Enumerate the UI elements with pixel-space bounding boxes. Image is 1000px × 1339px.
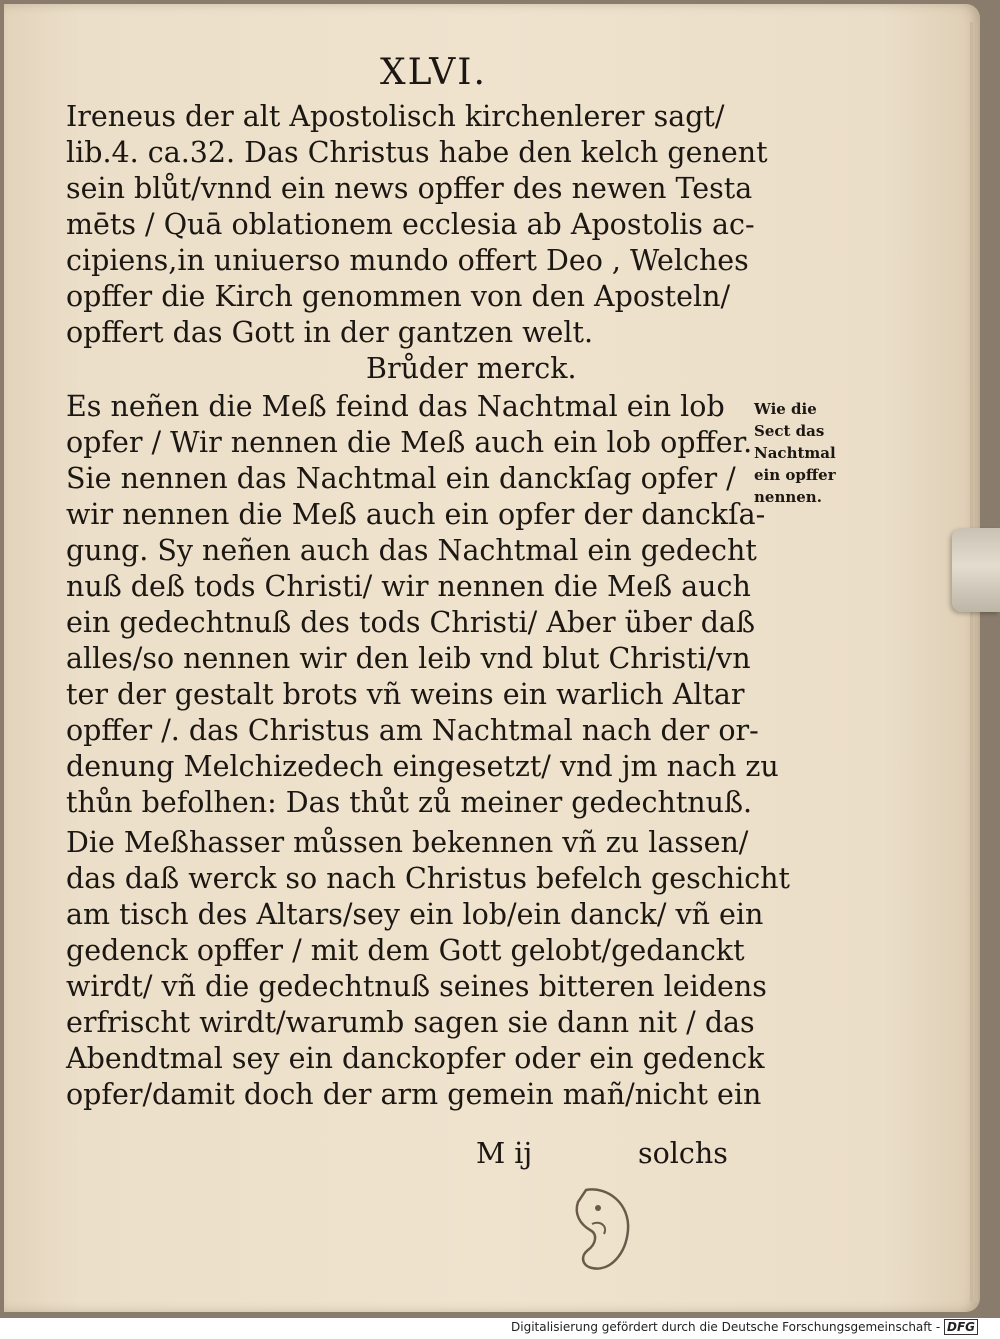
text-line: opffer /. das Christus am Nachtmal nach der or- <box>66 714 759 747</box>
page-clip <box>952 528 1000 612</box>
marginal-note-line: Sect das <box>754 422 825 440</box>
text-line: lib.4. ca.32. Das Christus habe den kelch genent <box>66 136 768 169</box>
signature-mark: M ij <box>476 1137 533 1170</box>
text-line: Sie nennen das Nachtmal ein danckſag opfer / <box>66 462 736 495</box>
footer-credit <box>511 1320 978 1334</box>
text-line: nuß deß tods Christi/ wir nennen die Meß auch <box>66 570 751 603</box>
text-line: das daß werck so nach Christus befelch geschicht <box>66 862 790 895</box>
marginal-note-line: ein opffer <box>754 466 836 484</box>
text-line: sein blůt/vnnd ein news opffer des newen Testa <box>66 172 753 205</box>
footer-credit-text: Digitalisierung gefördert durch die Deutsche Forschungsgemeinschaft - <box>511 1320 941 1334</box>
text-line: Die Meßhasser můssen bekennen vñ zu lassen/ <box>66 826 749 859</box>
text-line: cipiens,in uniuerso mundo offert Deo , Welches <box>66 244 749 277</box>
text-line: ein gedechtnuß des tods Christi/ Aber über daß <box>66 606 756 639</box>
text-line: opffer die Kirch genommen von den Aposteln/ <box>66 280 731 313</box>
marginal-note-line: Wie die <box>754 400 817 418</box>
text-line: opffert das Gott in der gantzen welt. <box>66 316 594 349</box>
text-line: opfer / Wir nennen die Meß auch ein lob opffer. <box>66 426 753 459</box>
marginal-note-line: Nachtmal <box>754 444 836 462</box>
text-line: opfer/damit doch der arm gemein mañ/nicht ein <box>66 1078 762 1111</box>
text-line: gung. Sy neñen auch das Nachtmal ein gedecht <box>66 534 757 567</box>
text-line: gedenck opffer / mit dem Gott gelobt/gedanckt <box>66 934 745 967</box>
text-line: wir nennen die Meß auch ein opfer der danckſa- <box>66 498 766 531</box>
text-line: thůn befolhen: Das thůt zů meiner gedechtnuß. <box>66 786 753 819</box>
text-line: Abendtmal sey ein danckopfer oder ein gedenck <box>66 1042 765 1075</box>
dfg-logo: DFG <box>944 1319 978 1335</box>
text-line: Ireneus der alt Apostolisch kirchenlerer sagt/ <box>66 100 725 133</box>
section-subheading: Brůder merck. <box>366 352 577 385</box>
text-line: denung Melchizedech eingesetzt/ vnd jm nach zu <box>66 750 779 783</box>
text-line: mēts / Quā oblationem ecclesia ab Apostolis ac- <box>66 208 755 241</box>
text-line: ter der gestalt brots vñ weins ein warlich Altar <box>66 678 745 711</box>
text-line: am tisch des Altars/sey ein lob/ein danck/ vñ ein <box>66 898 764 931</box>
marginal-note-line: nennen. <box>754 488 822 506</box>
page-edge <box>970 22 973 1302</box>
text-line: wirdt/ vñ die gedechtnuß seines bitteren leidens <box>66 970 767 1003</box>
text-line: alles/so nennen wir den leib vnd blut Christi/vn <box>66 642 751 675</box>
marginal-note <box>754 398 864 508</box>
catchword: solchs <box>638 1137 728 1170</box>
page-heading: XLVI. <box>380 52 487 93</box>
text-line: erfrischt wirdt/warumb sagen sie dann nit / das <box>66 1006 755 1039</box>
page-edge <box>975 22 978 1302</box>
library-stamp-icon <box>568 1184 638 1276</box>
text-line: Es neñen die Meß feind das Nachtmal ein lob <box>66 390 725 423</box>
